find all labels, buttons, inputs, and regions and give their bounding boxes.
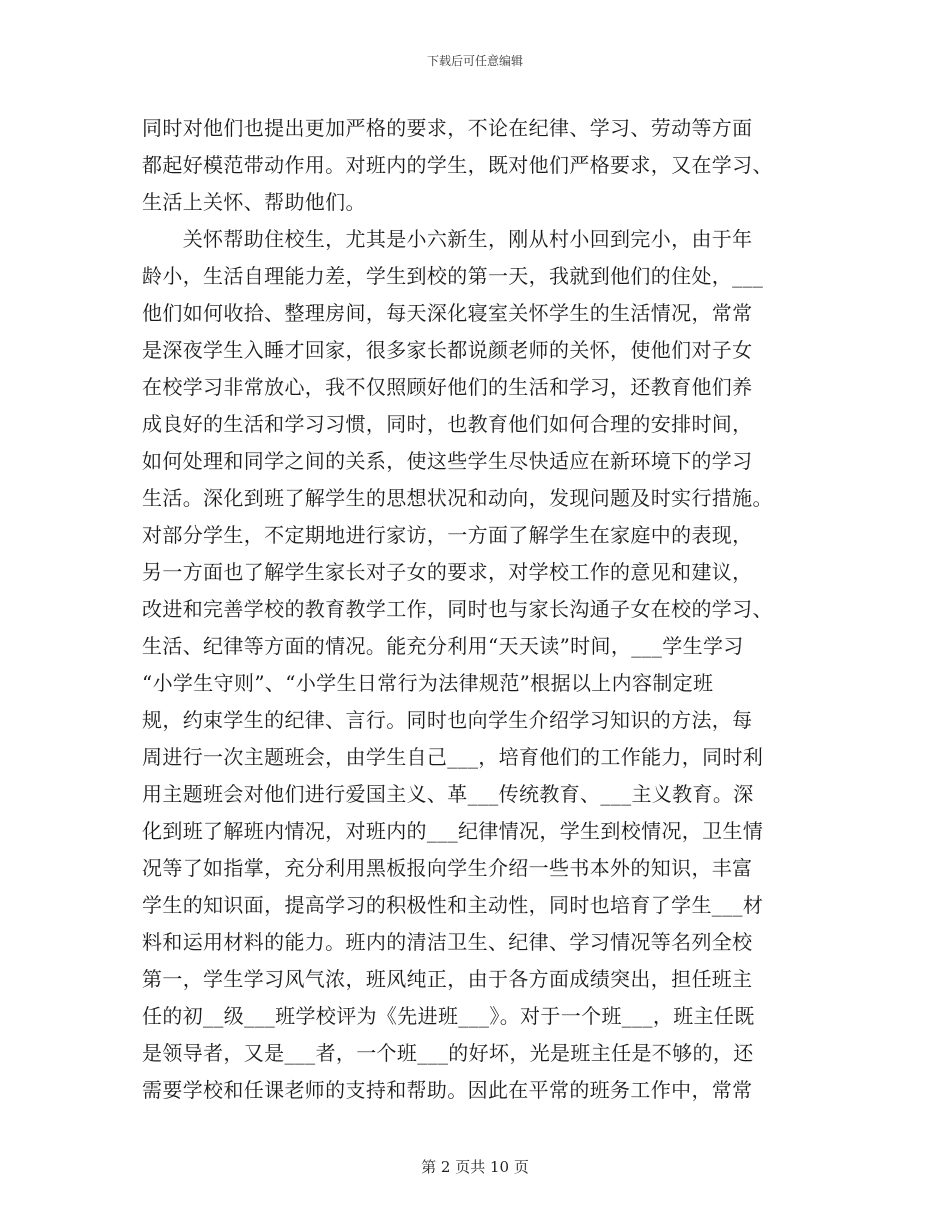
body-line: 在校学习非常放心，我不仅照顾好他们的生活和学习，还教育他们养 bbox=[142, 375, 753, 399]
body-line: 规，约束学生的纪律、言行。同时也向学生介绍学习知识的方法，每 bbox=[142, 708, 753, 732]
body-line: 况等了如指掌，充分利用黑板报向学生介绍一些书本外的知识，丰富 bbox=[142, 856, 753, 880]
body-line: 生活上关怀、帮助他们。 bbox=[142, 190, 366, 214]
page-header: 下载后可任意编辑 bbox=[426, 54, 523, 68]
body-line: 同时对他们也提出更加严格的要求，不论在纪律、学习、劳动等方面 bbox=[142, 116, 753, 140]
body-line: 成良好的生活和学习习惯，同时，也教育他们如何合理的安排时间， bbox=[142, 412, 753, 436]
body-line: 对部分学生，不定期地进行家访，一方面了解学生在家庭中的表现， bbox=[142, 523, 753, 547]
body-line: 龄小，生活自理能力差，学生到校的第一天，我就到他们的住处，___ bbox=[142, 264, 764, 288]
page-footer: 第 2 页共 10 页 bbox=[421, 1158, 529, 1176]
body-line: 学生的知识面，提高学习的积极性和主动性，同时也培育了学生___材 bbox=[142, 893, 764, 917]
body-line: 生活、纪律等方面的情况。能充分利用“天天读”时间，___学生学习 bbox=[142, 634, 744, 658]
body-line: 周进行一次主题班会，由学生自己___，培育他们的工作能力，同时利 bbox=[142, 745, 764, 769]
document-body bbox=[142, 110, 808, 1109]
body-line: 生活。深化到班了解学生的思想状况和动向，发现问题及时实行措施。 bbox=[142, 486, 773, 510]
body-line: 用主题班会对他们进行爱国主义、革___传统教育、___主义教育。深 bbox=[142, 782, 754, 806]
body-line: 任的初__级___班学校评为《先进班___》。对于一个班___，班主任既 bbox=[142, 1004, 755, 1028]
body-line: 是深夜学生入睡才回家，很多家长都说颜老师的关怀，使他们对子女 bbox=[142, 338, 753, 362]
body-line: 他们如何收拾、整理房间，每天深化寝室关怀学生的生活情况，常常 bbox=[142, 301, 753, 325]
body-line: 化到班了解班内情况，对班内的___纪律情况，学生到校情况，卫生情 bbox=[142, 819, 764, 843]
body-line: 第一，学生学习风气浓，班风纯正，由于各方面成绩突出，担任班主 bbox=[142, 967, 753, 991]
body-line: 都起好模范带动作用。对班内的学生，既对他们严格要求，又在学习、 bbox=[142, 153, 773, 177]
body-line: 需要学校和任课老师的支持和帮助。因此在平常的班务工作中，常常 bbox=[142, 1078, 753, 1102]
body-line: 料和运用材料的能力。班内的清洁卫生、纪律、学习情况等名列全校 bbox=[142, 930, 753, 954]
body-line: 如何处理和同学之间的关系，使这些学生尽快适应在新环境下的学习 bbox=[142, 449, 753, 473]
body-line: 是领导者，又是___者，一个班___的好坏，光是班主任是不够的，还 bbox=[142, 1041, 754, 1065]
body-line: “小学生守则”、“小学生日常行为法律规范”根据以上内容制定班 bbox=[142, 671, 714, 695]
body-line: 改进和完善学校的教育教学工作，同时也与家长沟通子女在校的学习、 bbox=[142, 597, 773, 621]
body-line: 另一方面也了解学生家长对子女的要求，对学校工作的意见和建议， bbox=[142, 560, 753, 584]
body-line: 关怀帮助住校生，尤其是小六新生，刚从村小回到完小，由于年 bbox=[142, 227, 753, 251]
